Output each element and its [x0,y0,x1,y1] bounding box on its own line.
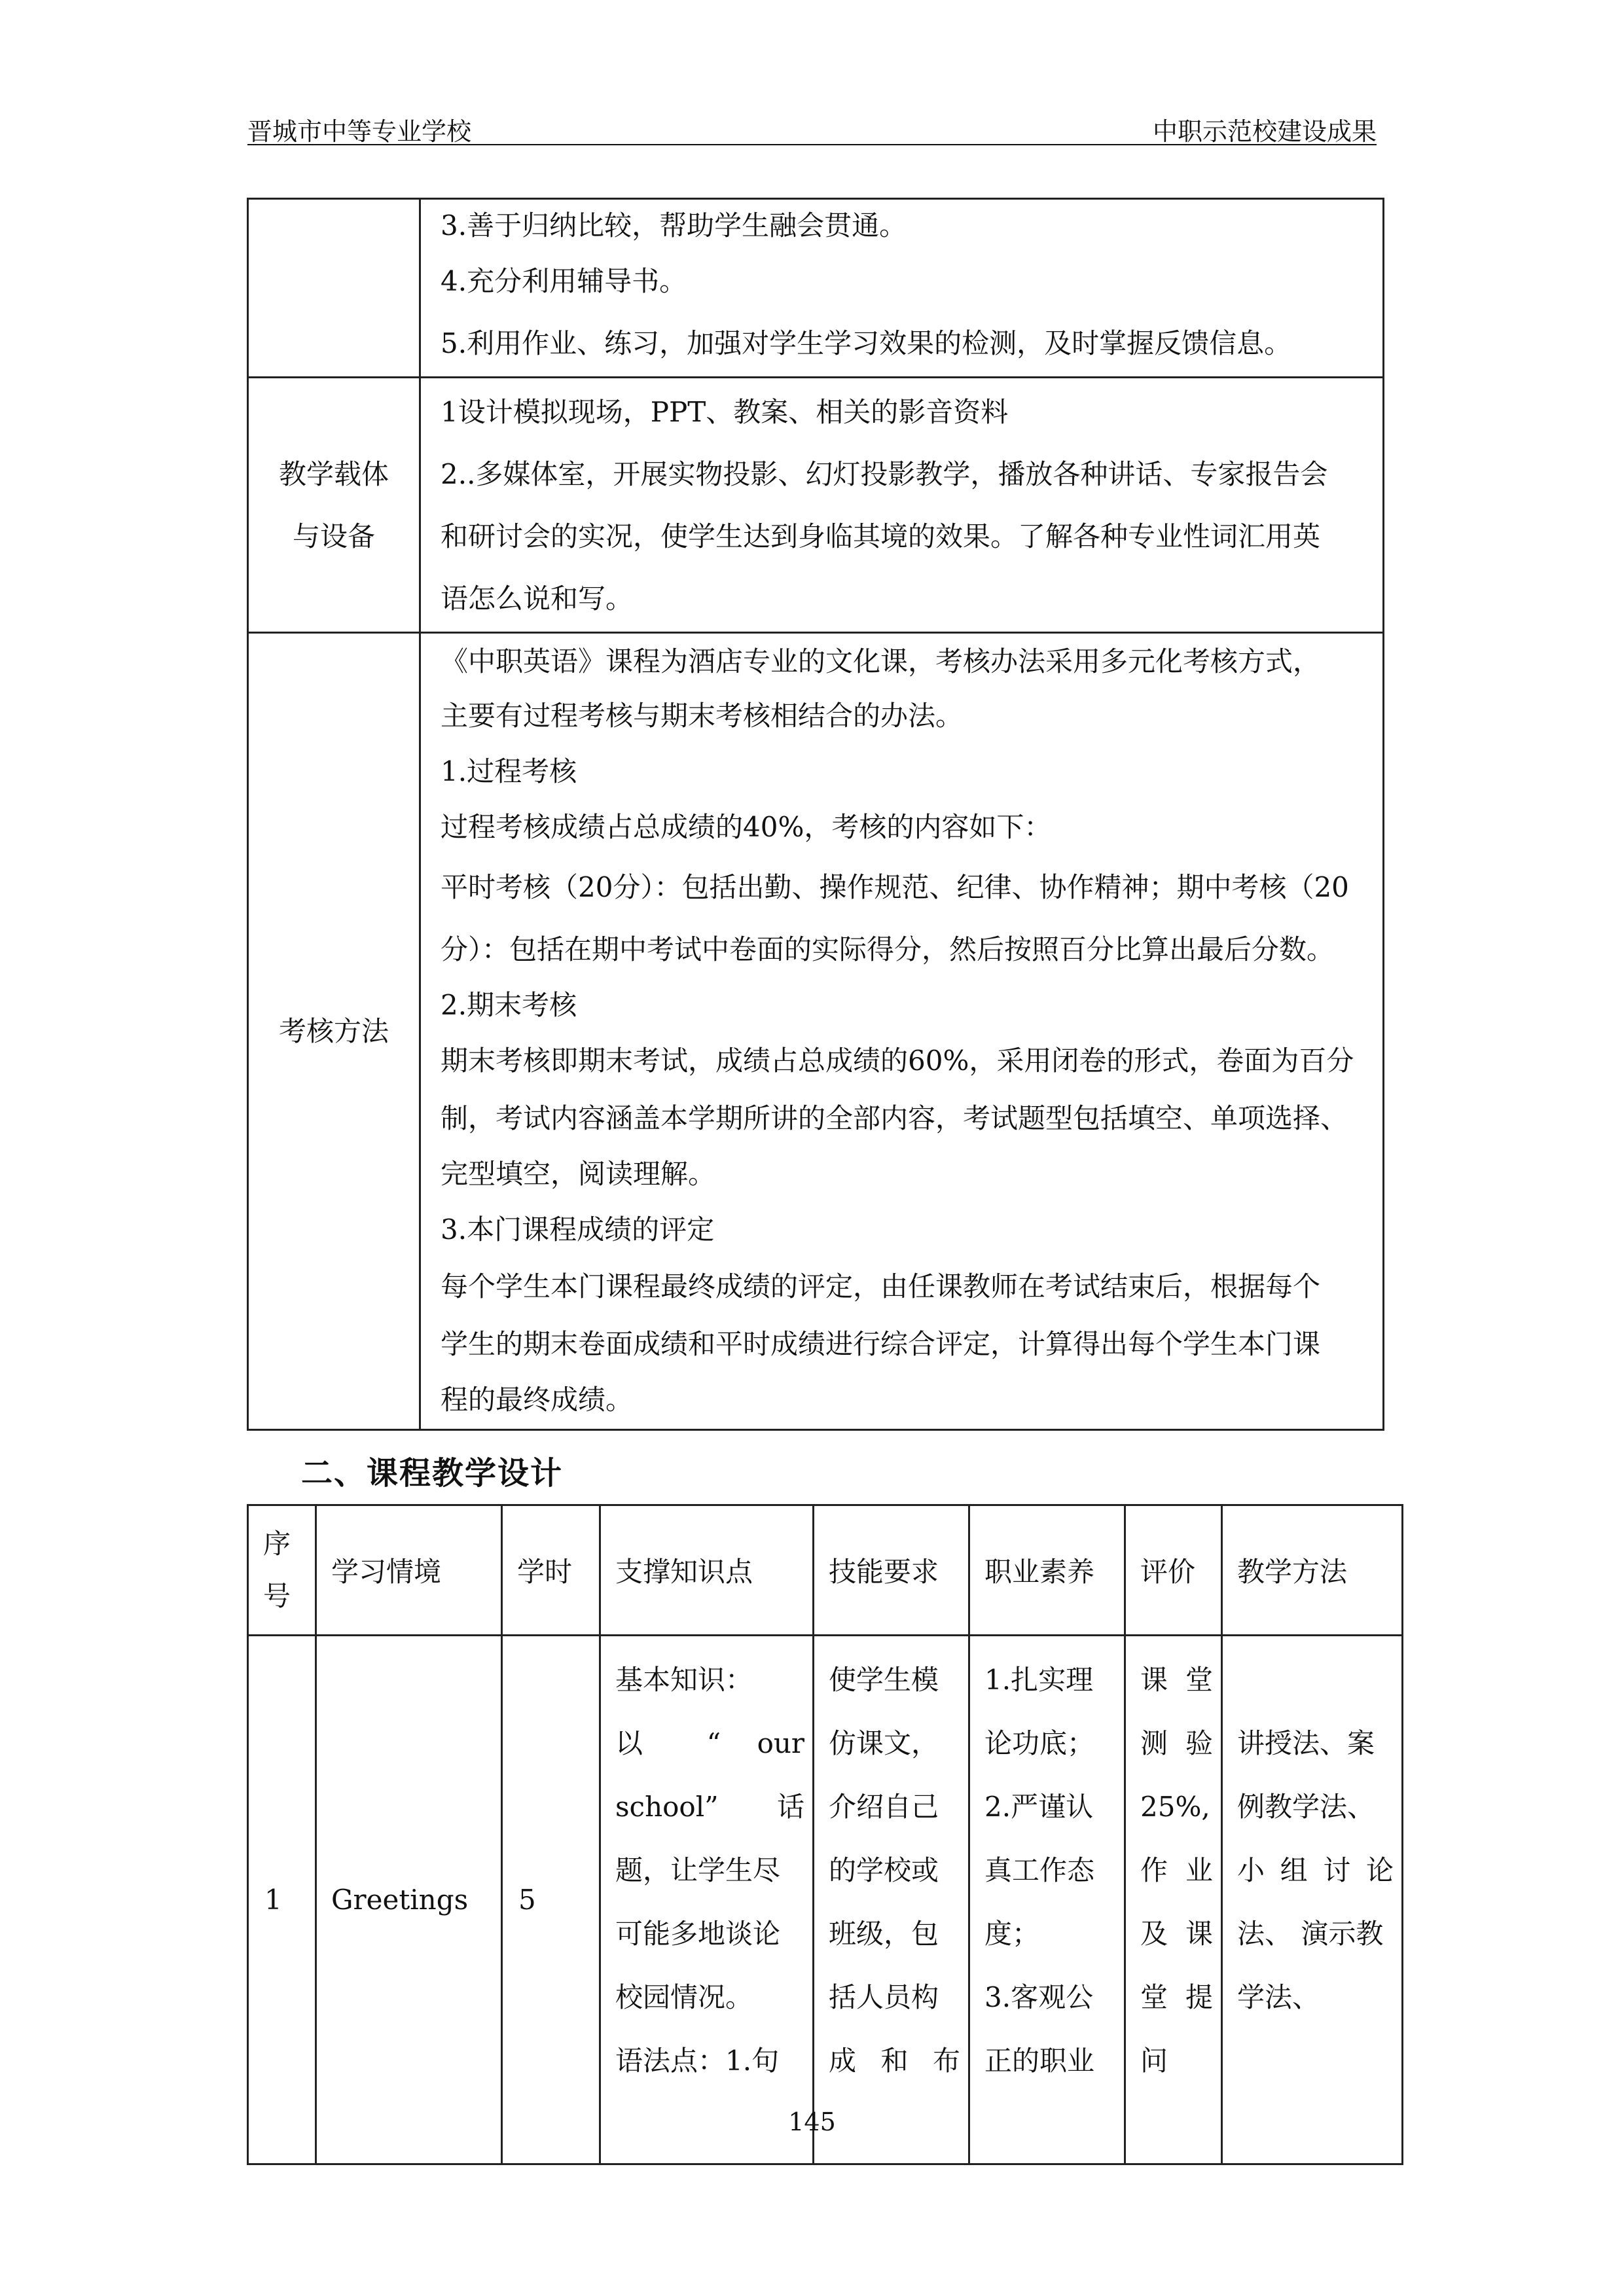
content-line: 分）：包括在期中考试中卷面的实际得分，然后按照百分比算出最后分数。 [441,933,1335,965]
row-label-carrier: 教学载体 与设备 [248,378,420,633]
content-line: 1设计模拟现场，PPT、教案、相关的影音资料 [441,395,1009,428]
header-knowledge: 支撑知识点 [600,1505,814,1636]
header-school-name: 晋城市中等专业学校 [247,117,472,146]
content-line: 2..多媒体室，开展实物投影、幻灯投影教学，播放各种讲话、专家报告会 [441,457,1328,490]
header-situation: 学习情境 [316,1505,502,1636]
content-line: 3.本门课程成绩的评定 [441,1213,715,1246]
teaching-tips-cell [420,199,1384,378]
table-row [248,378,1384,633]
content-line: 每个学生本门课程最终成绩的评定，由任课教师在考试结束后，根据每个 [441,1270,1321,1302]
cell-knowledge: 基本知识： 以 “ our school” 话 题，让学生尽 可能多地谈论 校园情况。 语法点：1.句 [600,1636,814,2164]
content-line: 平时考核（20分）：包括出勤、操作规范、纪律、协作精神；期中考核（20 [441,870,1349,903]
content-line: 《中职英语》课程为酒店专业的文化课，考核办法采用多元化考核方式， [441,645,1321,677]
content-line: 制，考试内容涵盖本学期所讲的全部内容，考试题型包括填空、单项选择、 [441,1102,1348,1134]
section-title: 二、课程教学设计 [301,1455,564,1492]
cell-method: 讲授法、案 例教学法、 小 组 讨 论 法、 演示教 学法、 [1222,1636,1403,2164]
header-skills: 技能要求 [814,1505,969,1636]
cell-evaluation: 课 堂 测 验 25%, 作 业 及 课 堂 提 问 [1125,1636,1222,2164]
row-label-assessment: 考核方法 [248,633,420,1430]
cell-quality: 1.扎实理 论功底； 2.严谨认 真工作态 度； 3.客观公 正的职业 [969,1636,1125,2164]
cell-index: 1 [248,1636,316,2164]
content-line: 5.利用作业、练习，加强对学生学习效果的检测，及时掌握反馈信息。 [441,327,1292,359]
content-line: 语怎么说和写。 [441,582,634,615]
cell-hours: 5 [502,1636,600,2164]
table-row [248,1636,1403,2164]
table-header-row [248,1505,1403,1636]
content-line: 学生的期末卷面成绩和平时成绩进行综合评定，计算得出每个学生本门课 [441,1327,1321,1360]
header-index: 序 号 [248,1505,316,1636]
header-hours: 学时 [502,1505,600,1636]
content-line: 3.善于归纳比较，帮助学生融会贯通。 [441,209,907,242]
content-line: 完型填空，阅读理解。 [441,1157,716,1190]
course-design-table [247,1504,1403,2165]
content-line: 期末考核即期末考试，成绩占总成绩的60%，采用闭卷的形式，卷面为百分 [441,1044,1354,1077]
content-line: 1.过程考核 [441,755,577,787]
cell-skills: 使学生模 仿课文， 介绍自己 的学校或 班级，包 括人员构 成 和 布 [814,1636,969,2164]
content-line: 4.充分利用辅导书。 [441,265,687,297]
assessment-method-cell [420,633,1384,1430]
header-method: 教学方法 [1222,1505,1403,1636]
content-line: 和研讨会的实况，使学生达到身临其境的效果。了解各种专业性词汇用英 [441,520,1321,552]
header-evaluation: 评价 [1125,1505,1222,1636]
header-document-title: 中职示范校建设成果 [1152,117,1377,146]
table-row [248,633,1384,1430]
course-info-table [247,198,1384,1431]
content-line: 程的最终成绩。 [441,1383,634,1416]
content-line: 过程考核成绩占总成绩的40%，考核的内容如下： [441,810,1052,843]
cell-situation: Greetings [316,1636,502,2164]
header-quality: 职业素养 [969,1505,1125,1636]
header-rule [247,144,1377,145]
row-label-empty [248,199,420,378]
table-row [248,199,1384,378]
carrier-equipment-cell [420,378,1384,633]
content-line: 2.期末考核 [441,988,577,1021]
content-line: 主要有过程考核与期末考核相结合的办法。 [441,699,964,732]
page-number: 145 [788,2108,836,2136]
